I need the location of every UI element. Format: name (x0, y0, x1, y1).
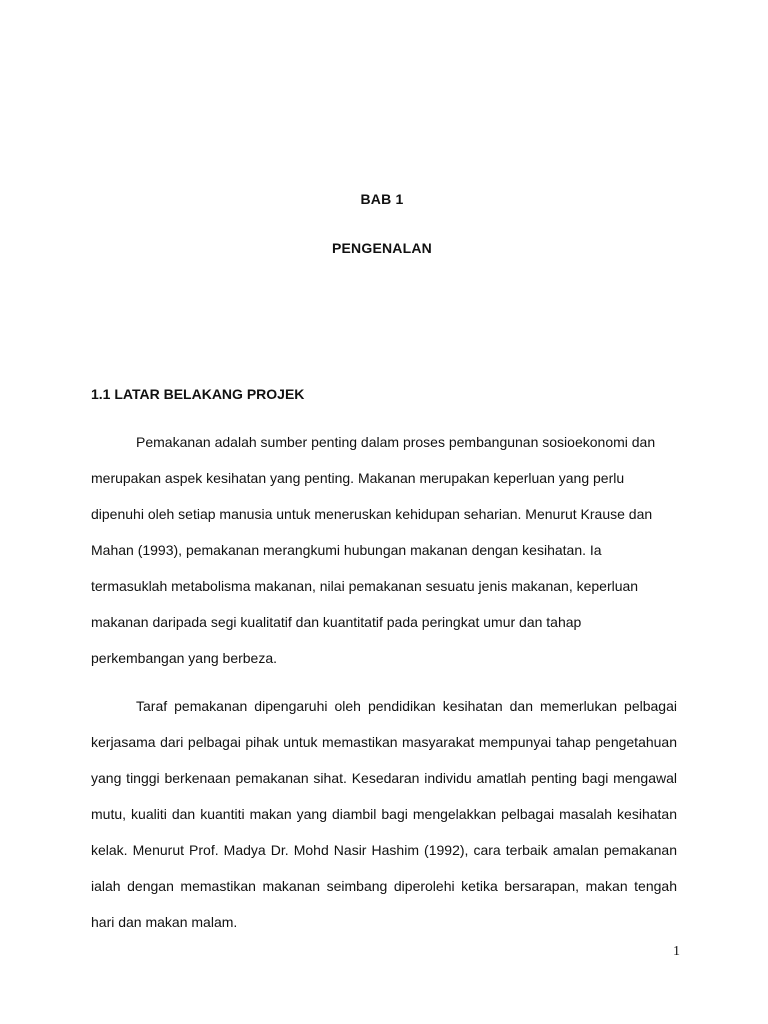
paragraph: Pemakanan adalah sumber penting dalam proses pembangunan sosioekonomi dan merupakan aspek kesihatan yang penting. Makanan merupakan keperluan yang perlu dipenuhi oleh setiap manusia untuk meneruskan kehidupan seharian. Menurut Krause dan Mahan (1993), pemakanan merangkumi hubungan makanan dengan kesihatan. Ia termasuklah metabolisma makanan, nilai pemakanan sesuatu jenis makanan, keperluan makanan daripada segi kualitatif dan kuantitatif pada peringkat umur dan tahap perkembangan yang berbeza. (91, 434, 656, 666)
paragraph: Taraf pemakanan dipengaruhi oleh pendidikan kesihatan dan memerlukan pelbagai kerjasama dari pelbagai pihak untuk memastikan masyarakat mempunyai tahap pengetahuan yang tinggi berkenaan pemakanan sihat. Kesedaran individu amatlah penting bagi mengawal mutu, kualiti dan kuantiti makan yang diambil bagi mengelakkan pelbagai masalah kesihatan kelak. Menurut Prof. Madya Dr. Mohd Nasir Hashim (1992), cara terbaik amalan pemakanan ialah dengan memastikan makanan seimbang diperolehi ketika bersarapan, makan tengah hari dan makan malam. (91, 698, 677, 930)
chapter-label: BAB 1 (360, 191, 404, 207)
section-heading: 1.1 LATAR BELAKANG PROJEK (91, 386, 305, 402)
page-number: 1 (673, 944, 680, 959)
chapter-title: PENGENALAN (331, 240, 432, 256)
